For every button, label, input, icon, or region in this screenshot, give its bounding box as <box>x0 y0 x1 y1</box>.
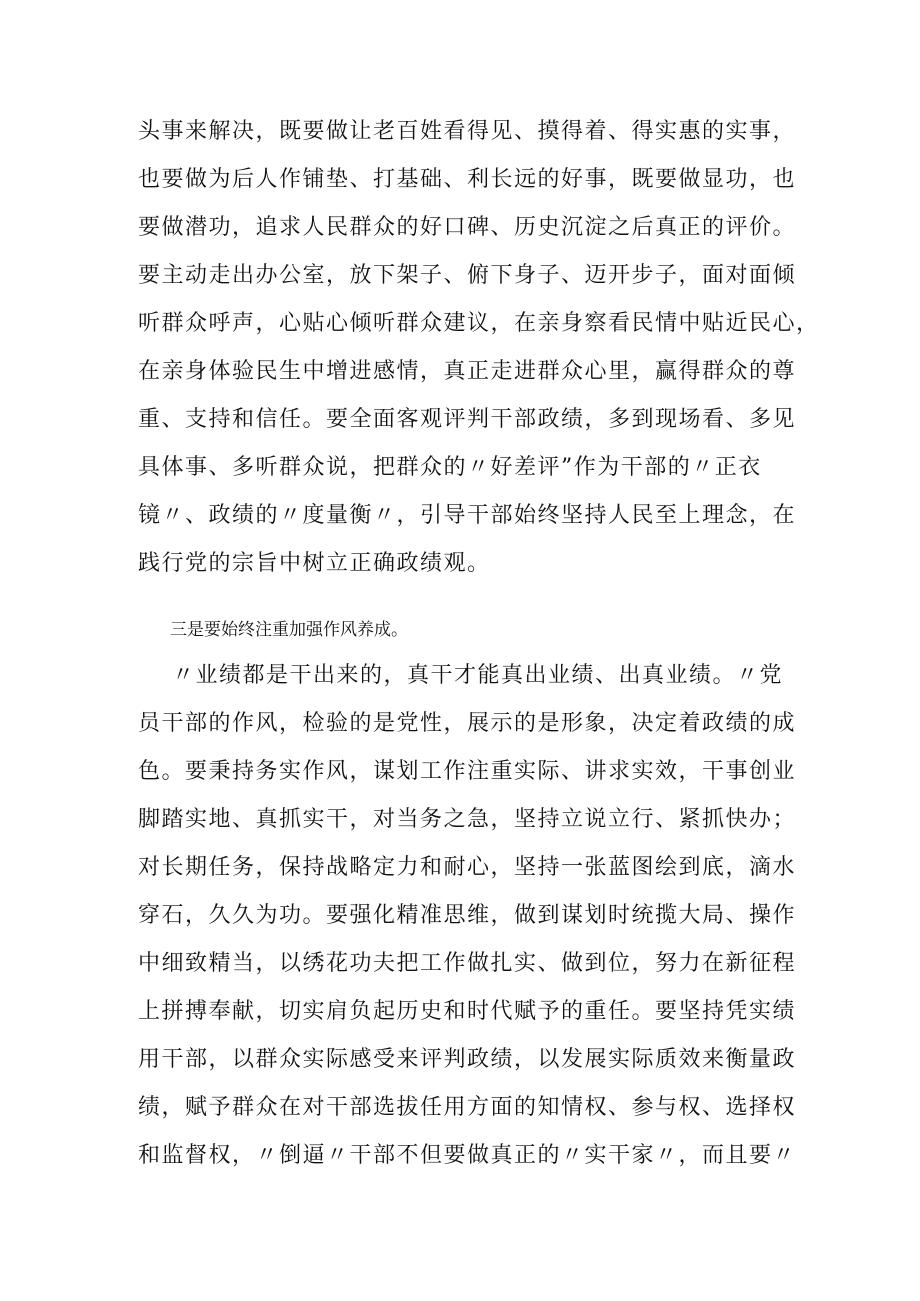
paragraph-2-line-5: 对长期任务，保持战略定力和耐心，坚持一张蓝图绘到底，滴水 <box>138 855 797 880</box>
paragraph-2-line-4: 脚踏实地、真抓实干，对当务之急，坚持立说立行、紧抓快办； <box>138 807 797 832</box>
paragraph-2-line-6: 穿石，久久为功。要强化精准思维，做到谋划时统揽大局、操作 <box>138 903 797 928</box>
paragraph-1-line-9: 镜〃、政绩的〃度量衡〃，引导干部始终坚持人民至上理念，在 <box>138 503 797 528</box>
paragraph-1-line-3: 要做潜功，追求人民群众的好口碑、历史沉淀之后真正的评价。 <box>138 215 797 240</box>
paragraph-2-line-11: 和监督权，〃倒逼〃干部不但要做真正的〃实干家〃，而且要〃 <box>138 1143 797 1168</box>
paragraph-2-line-1: 〃业绩都是干出来的，真干才能真出业绩、出真业绩。〃党 <box>172 663 784 688</box>
paragraph-2-line-9: 用干部，以群众实际感受来评判政绩，以发展实际质效来衡量政 <box>138 1047 797 1072</box>
paragraph-1-line-4: 要主动走出办公室，放下架子、俯下身子、迈开步子，面对面倾 <box>138 263 797 288</box>
paragraph-1-line-1: 头事来解决，既要做让老百姓看得见、摸得着、得实惠的实事， <box>138 119 797 144</box>
paragraph-1-line-5: 听群众呼声，心贴心倾听群众建议，在亲身察看民情中贴近民心， <box>138 311 820 336</box>
paragraph-1-line-2: 也要做为后人作铺垫、打基础、利长远的好事，既要做显功，也 <box>138 167 797 192</box>
paragraph-2-line-8: 上拼搏奉献，切实肩负起历史和时代赋予的重任。要坚持凭实绩 <box>138 999 797 1024</box>
paragraph-1-line-7: 重、支持和信任。要全面客观评判干部政绩，多到现场看、多见 <box>138 407 797 432</box>
section-heading: 三是要始终注重加强作风养成。 <box>170 620 408 640</box>
paragraph-1-line-10: 践行党的宗旨中树立正确政绩观。 <box>138 551 491 576</box>
paragraph-2-line-2: 员干部的作风，检验的是党性，展示的是形象，决定着政绩的成 <box>138 711 797 736</box>
paragraph-2-line-3: 色。要秉持务实作风，谋划工作注重实际、讲求实效，干事创业 <box>138 759 797 784</box>
paragraph-2-line-7: 中细致精当，以绣花功夫把工作做扎实、做到位，努力在新征程 <box>138 951 797 976</box>
paragraph-2-line-10: 绩，赋予群众在对干部选拔任用方面的知情权、参与权、选择权 <box>138 1095 797 1120</box>
paragraph-1-line-6: 在亲身体验民生中增进感情，真正走进群众心里，赢得群众的尊 <box>138 359 797 384</box>
paragraph-1-line-8: 具体事、多听群众说，把群众的〃好差评”作为干部的〃正衣 <box>138 455 762 480</box>
